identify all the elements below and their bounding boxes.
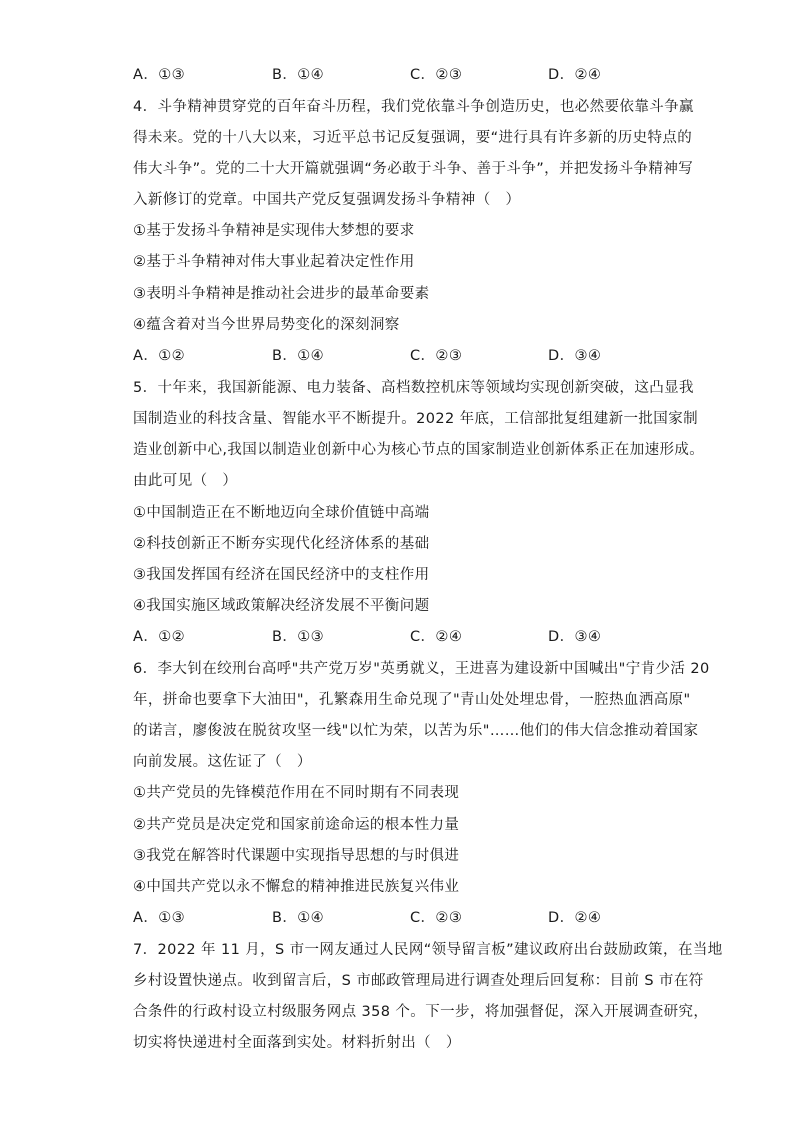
statement-item: ②基于斗争精神对伟大事业起着决定性作用 [133,254,415,270]
statement-item: ②科技创新正不断夯实现代化经济体系的基础 [133,536,430,552]
question-stem-line: 乡村设置快递点。收到留言后，S 市邮政管理局进行调查处理后回复称：目前 S 市在符 [133,973,704,989]
question-stem-line: 入新修订的党章。中国共产党反复强调发扬斗争精神（ ） [133,192,521,208]
option-c: C．②③ [410,348,463,364]
question-stem-line: 5．十年来，我国新能源、电力装备、高档数控机床等领域均实现创新突破，这凸显我 [133,380,694,396]
statement-item: ①中国制造正在不断地迈向全球价值链中高端 [133,505,430,521]
statement-item: ④蕴含着对当今世界局势变化的深刻洞察 [133,317,400,333]
option-c: C．②④ [410,629,463,645]
option-d: D．③④ [548,629,602,645]
question-stem-line: 的诺言，廖俊波在脱贫攻坚一线"以忙为荣，以苦为乐"……他们的伟大信念推动着国家 [133,723,699,739]
option-d: D．③④ [548,348,602,364]
question-stem-line: 年，拼命也要拿下大油田"，孔繁森用生命兑现了"青山处处埋忠骨，一腔热血洒高原" [133,692,691,708]
option-a: A．①② [133,629,186,645]
option-b: B．①③ [272,629,325,645]
statement-item: ③我党在解答时代课题中实现指导思想的与时俱进 [133,848,460,864]
statement-item: ②共产党员是决定党和国家前途命运的根本性力量 [133,817,460,833]
question-stem-line: 7．2022 年 11 月，S 市一网友通过人民网“领导留言板”建议政府出台鼓励政策，在当地 [133,942,723,958]
option-b: B．①④ [272,910,325,926]
option-c: C．②③ [410,67,463,83]
question-stem-line: 造业创新中心,我国以制造业创新中心为核心节点的国家制造业创新体系正在加速形成。 [133,442,705,458]
option-c: C．②③ [410,910,463,926]
question-stem-line: 伟大斗争”。党的二十大开篇就强调“务必敢于斗争、善于斗争”，并把发扬斗争精神写 [133,161,694,177]
question-stem-line: 4．斗争精神贯穿党的百年奋斗历程，我们党依靠斗争创造历史，也必然要依靠斗争赢 [133,99,694,115]
option-a: A．①③ [133,910,186,926]
question-stem-line: 合条件的行政村设立村级服务网点 358 个。下一步，将加强督促，深入开展调查研究， [133,1004,709,1020]
option-b: B．①④ [272,348,325,364]
question-stem-line: 6．李大钊在绞刑台高呼"共产党万岁"英勇就义，王进喜为建设新中国喊出"宁肯少活 20 [133,661,710,677]
statement-item: ④我国实施区域政策解决经济发展不平衡问题 [133,598,430,614]
statement-item: ①基于发扬斗争精神是实现伟大梦想的要求 [133,223,415,239]
option-d: D．②④ [548,67,602,83]
statement-item: ③我国发挥国有经济在国民经济中的支柱作用 [133,567,430,583]
statement-item: ①共产党员的先锋模范作用在不同时期有不同表现 [133,785,460,801]
statement-item: ④中国共产党以永不懈怠的精神推进民族复兴伟业 [133,879,460,895]
option-d: D．②④ [548,910,602,926]
question-stem-line: 由此可见（ ） [133,473,238,489]
option-b: B．①④ [272,67,325,83]
question-stem-line: 国制造业的科技含量、智能水平不断提升。2022 年底，工信部批复组建新一批国家制 [133,411,699,427]
question-stem-line: 向前发展。这佐证了（ ） [133,754,312,770]
option-a: A．①② [133,348,186,364]
option-a: A．①③ [133,67,186,83]
statement-item: ③表明斗争精神是推动社会进步的最革命要素 [133,286,430,302]
question-stem-line: 得未来。党的十八大以来，习近平总书记反复强调，要“进行具有许多新的历史特点的 [133,130,693,146]
question-stem-line: 切实将快递进村全面落到实处。材料折射出（ ） [133,1035,461,1051]
